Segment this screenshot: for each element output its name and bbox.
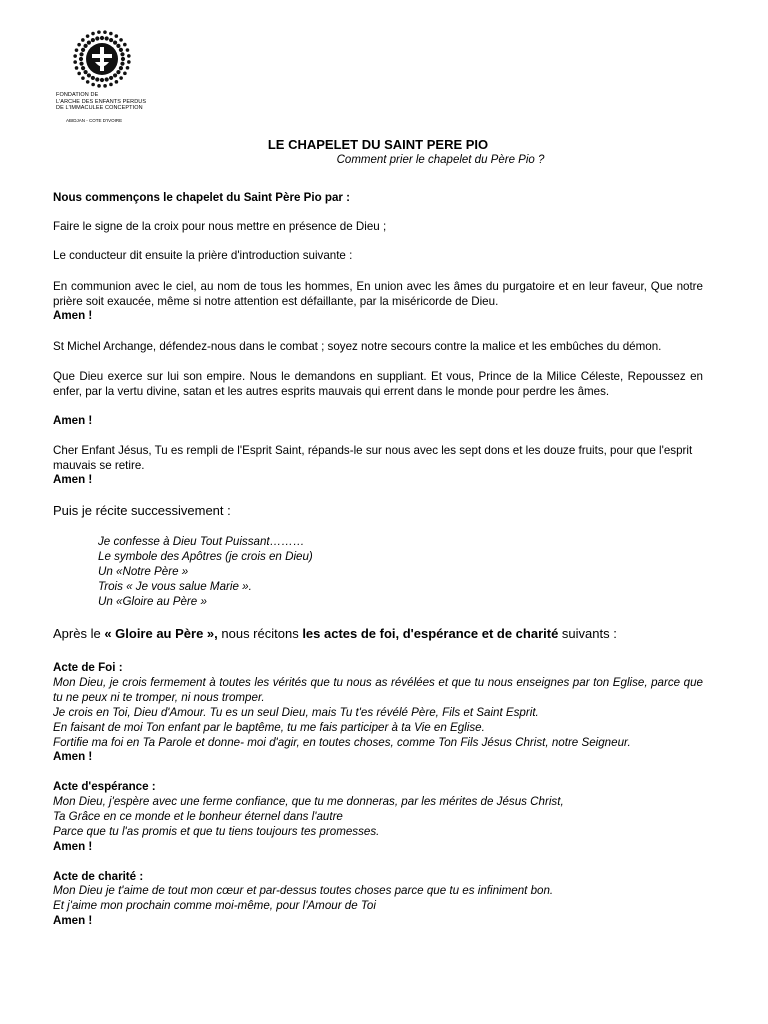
seal-dot xyxy=(87,40,91,44)
seal-dot xyxy=(103,84,107,88)
paragraph: En communion avec le ciel, au nom de tous les hommes, En union avec les âmes du purgatoire et en leur faveur, Que notre prière soit exaucée, même si notre attention est défaillante, par la miséricorde de Dieu. xyxy=(53,280,703,308)
amen-label: Amen ! xyxy=(53,309,93,322)
seal-dot xyxy=(126,48,130,52)
prayer-text: Mon Dieu, j'espère avec une ferme confiance, que tu me donneras, par les mérites de Jésus Christ, xyxy=(53,795,564,808)
seal-dot xyxy=(115,34,119,38)
seal-dot xyxy=(95,36,99,40)
org-line: DE L'IMMACULEE CONCEPTION xyxy=(56,105,143,111)
list-item: Je confesse à Dieu Tout Puissant……… xyxy=(98,535,305,548)
seal-dot xyxy=(97,30,101,34)
seal-dot xyxy=(127,54,131,58)
seal-dot xyxy=(123,72,127,76)
seal-dot xyxy=(83,44,87,48)
seal-dot xyxy=(81,48,85,52)
list-item: Un «Notre Père » xyxy=(98,565,189,578)
amen-label: Amen ! xyxy=(53,840,93,853)
seal-dot xyxy=(105,36,109,40)
seal-dot xyxy=(86,34,90,38)
amen-label: Amen ! xyxy=(53,750,93,763)
seal-dot xyxy=(121,57,125,61)
seal-dot xyxy=(100,36,104,40)
acts-intro xyxy=(53,626,703,641)
seal-dot xyxy=(116,70,120,74)
prayer-text: Et j'aime mon prochain comme moi-même, pour l'Amour de Toi xyxy=(53,899,376,912)
prayer-text: Parce que tu l'as promis et que tu tiens toujours tes promesses. xyxy=(53,825,380,838)
paragraph: Faire le signe de la croix pour nous mettre en présence de Dieu ; xyxy=(53,220,387,233)
paragraph: Puis je récite successivement : xyxy=(53,503,231,518)
paragraph: Que Dieu exerce sur lui son empire. Nous le demandons en suppliant. Et vous, Prince de la Milice Céleste, Repoussez en enfer, par la vertu divine, satan et les autres esprits mauvais qui errent dans le monde pour perdre les âmes. xyxy=(53,370,703,398)
seal-dot xyxy=(79,62,83,66)
seal-dot xyxy=(113,40,117,44)
list-item: Trois « Je vous salue Marie ». xyxy=(98,580,252,593)
seal-dot xyxy=(113,73,117,77)
seal-dot xyxy=(127,60,131,64)
seal-dot xyxy=(109,32,113,36)
intro-heading: Nous commençons le chapelet du Saint Père Pio par : xyxy=(53,191,351,204)
text-run: suivants : xyxy=(558,626,617,641)
seal-dot xyxy=(91,76,95,80)
list-item: Un «Gloire au Père » xyxy=(98,595,207,608)
seal-dot xyxy=(123,43,127,47)
seal-dot xyxy=(83,70,87,74)
text-run: nous récitons xyxy=(217,626,303,641)
org-line: L'ARCHE DES ENFANTS PERDUS xyxy=(56,98,147,105)
paragraph: Cher Enfant Jésus, Tu es rempli de l'Esprit Saint, répands-le sur nous avec les sept dons et les douze fruits, pour que l'esprit mauvais se retire. xyxy=(53,444,693,472)
cross-seal-icon xyxy=(69,28,135,90)
prayer-list xyxy=(98,534,313,609)
seal-dot xyxy=(79,52,83,56)
seal-dot xyxy=(87,73,91,77)
seal-dot xyxy=(73,60,77,64)
seal-dot xyxy=(119,76,123,80)
seal-dot xyxy=(109,76,113,80)
page-title: LE CHAPELET DU SAINT PERE PIO xyxy=(267,137,489,152)
text-run: Après le xyxy=(53,626,105,641)
seal-dot xyxy=(86,80,90,84)
seal-dot xyxy=(97,84,101,88)
seal-dot xyxy=(91,38,95,42)
prayer-text: En faisant de moi Ton enfant par le baptême, tu me fais participer à ta Vie en Eglise. xyxy=(53,721,485,734)
seal-dot xyxy=(91,32,95,36)
org-line: FONDATION DE xyxy=(56,92,99,98)
prayer-text: Je crois en Toi, Dieu d'Amour. Tu es un seul Dieu, mais Tu t'es révélé Père, Fils et Saint Esprit. xyxy=(53,706,539,719)
seal-dot xyxy=(95,77,99,81)
seal-dot xyxy=(120,52,124,56)
seal-dot xyxy=(81,66,85,70)
seal-dot xyxy=(79,57,83,61)
organization-location: ABIDJAN - COTE D'IVOIRE xyxy=(66,117,123,123)
amen-label: Amen ! xyxy=(53,414,93,427)
seal-dot xyxy=(75,48,79,52)
prayer-text: Ta Grâce en ce monde et le bonheur éternel dans l'autre xyxy=(53,810,343,823)
text-run: les actes de foi, d'espérance et de charité xyxy=(302,626,559,641)
seal-dot xyxy=(109,83,113,87)
prayer-text: Mon Dieu, je crois fermement à toutes les vérités que tu nous as révélées et que tu nous enseignes par ton Eglise, parce que tu ne peux ni te tromper, ni nous tromper. xyxy=(53,676,703,704)
seal-dot xyxy=(75,66,79,70)
seal-dot xyxy=(91,83,95,87)
seal-dot xyxy=(105,77,109,81)
amen-label: Amen ! xyxy=(53,473,93,486)
seal-dot xyxy=(116,44,120,48)
prayer-text: Mon Dieu je t'aime de tout mon cœur et par-dessus toutes choses parce que tu es infiniment bon. xyxy=(53,884,554,897)
organization-name xyxy=(56,92,152,112)
seal-dot xyxy=(119,66,123,70)
section-heading: Acte de Foi : xyxy=(53,661,123,674)
page-subtitle: Comment prier le chapelet du Père Pio ? xyxy=(336,154,545,166)
section-heading: Acte d'espérance : xyxy=(53,780,156,793)
amen-label: Amen ! xyxy=(53,914,93,927)
seal-dot xyxy=(119,48,123,52)
paragraph: Le conducteur dit ensuite la prière d'introduction suivante : xyxy=(53,249,353,262)
seal-dot xyxy=(77,43,81,47)
seal-dot xyxy=(120,62,124,66)
seal-dot xyxy=(73,54,77,58)
seal-dot xyxy=(77,72,81,76)
prayer-text: Fortifie ma foi en Ta Parole et donne- moi d'agir, en toutes choses, comme Ton Fils Jésus Christ, notre Seigneur. xyxy=(53,736,631,749)
seal-dot xyxy=(126,66,130,70)
paragraph: St Michel Archange, défendez-nous dans le combat ; soyez notre secours contre la malice et les embûches du démon. xyxy=(53,340,662,353)
seal-dot xyxy=(103,30,107,34)
seal-dot xyxy=(109,38,113,42)
seal-dot xyxy=(81,38,85,42)
seal-dot xyxy=(115,80,119,84)
text-run: « Gloire au Père », xyxy=(104,626,218,641)
seal-dot xyxy=(100,78,104,82)
foundation-logo xyxy=(52,28,152,123)
seal-dot xyxy=(119,38,123,42)
seal-dot xyxy=(81,76,85,80)
list-item: Le symbole des Apôtres (je crois en Dieu) xyxy=(98,550,313,563)
section-heading: Acte de charité : xyxy=(53,870,144,883)
